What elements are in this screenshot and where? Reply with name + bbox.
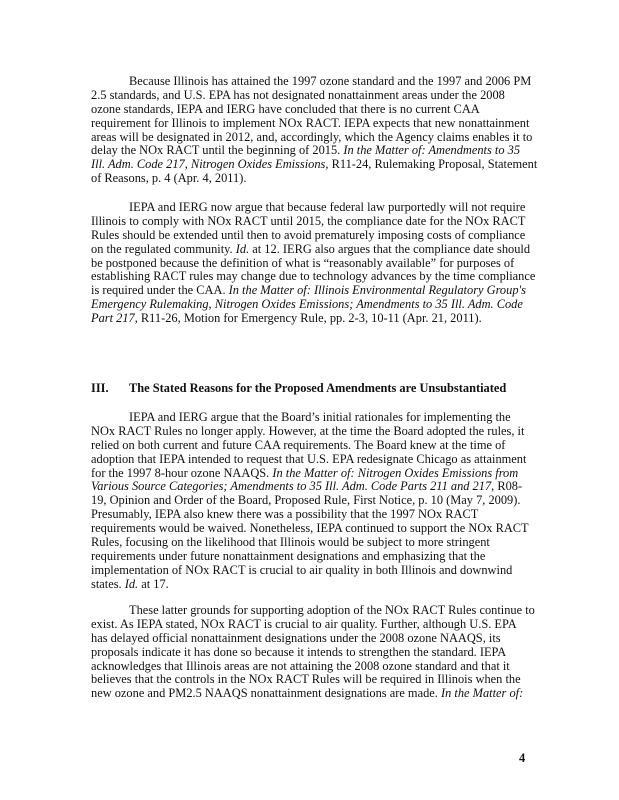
text-line	[91, 144, 541, 158]
body-text: exist. As IEPA stated, NOx RACT is crucial to air quality. Further, although U.S. EPA	[91, 616, 517, 631]
citation-text: Id.	[124, 576, 139, 591]
body-text: Rules, focusing on the likelihood that Illinois would be subject to more stringent	[91, 535, 490, 550]
text-line	[91, 508, 541, 522]
body-text: IEPA and IERG argue that the Board’s initial rationales for implementing the	[129, 410, 511, 424]
body-text: ozone standards, IEPA and IERG have concluded that there is no current CAA	[91, 101, 480, 116]
body-text: has delayed official nonattainment designations under the 2008 ozone NAAQS, its	[91, 630, 501, 645]
body-text: be postponed because the definition of what is “reasonably available” for purposes of	[91, 255, 515, 270]
body-text: relied on both current and future CAA requirements. The Board knew at the time of	[91, 437, 506, 452]
text-line	[91, 632, 541, 646]
body-text: , R11-26, Motion for Emergency Rule, pp. 2-3, 10-11 (Apr. 21, 2011).	[134, 311, 482, 326]
paragraph-4	[91, 604, 541, 701]
text-line	[91, 439, 541, 453]
body-text: is required under the CAA.	[91, 283, 229, 298]
body-text: proposals indicate it has done so because it intends to strengthen the standard. IEPA	[91, 644, 507, 659]
text-line	[91, 270, 541, 284]
citation-text: Id.	[235, 241, 250, 256]
text-line	[91, 660, 541, 674]
text-line	[91, 89, 541, 103]
body-text: 19, Opinion and Order of the Board, Proposed Rule, First Notice, p. 10 (May 7, 2009).	[91, 493, 521, 508]
body-text: states.	[91, 576, 125, 591]
body-text: implementation of NOx RACT is crucial to air quality in both Illinois and downwind	[91, 562, 513, 577]
body-text: 2.5 standards, and U.S. EPA has not designated nonattainment areas under the 2008	[91, 87, 505, 102]
citation-text: In the Matter of: Illinois Environmental Regulatory Group's	[228, 283, 526, 298]
section-number: III.	[91, 381, 109, 395]
text-line	[91, 578, 541, 592]
body-text: at 17.	[138, 576, 169, 591]
citation-text: In the Matter of: Amendments to 35	[343, 143, 521, 158]
text-line	[91, 411, 541, 425]
text-line	[91, 201, 541, 215]
body-text: new ozone and PM2.5 NAAQS nonattainment designations are made.	[91, 686, 441, 701]
body-text: These latter grounds for supporting adoption of the NOx RACT Rules continue to	[129, 603, 535, 617]
body-text: establishing RACT rules may change due to technology advances by the time compliance	[91, 269, 536, 284]
text-line	[91, 453, 541, 467]
body-text: Rules should be extended until then to avoid prematurely imposing costs of compliance	[91, 227, 526, 242]
text-line	[91, 243, 541, 257]
body-text: requirement for Illinois to implement NOx RACT. IEPA expects that new nonattainment	[91, 115, 530, 130]
citation-text: Emergency Rulemaking, Nitrogen Oxides Emissions; Amendments to 35 Ill. Adm. Code	[91, 297, 523, 312]
text-line	[91, 536, 541, 550]
text-line	[91, 284, 541, 298]
body-text: NOx RACT Rules no longer apply. However, at the time the Board adopted the rules, it	[91, 423, 525, 438]
body-text: at 12. IERG also argues that the compliance date should	[249, 241, 531, 256]
text-line	[91, 131, 541, 145]
text-line	[91, 172, 541, 186]
body-text: for the 1997 8-hour ozone NAAQS.	[91, 465, 273, 480]
paragraph-2	[91, 201, 541, 326]
text-line	[91, 604, 541, 618]
text-line	[91, 673, 541, 687]
text-line	[91, 158, 541, 172]
text-line	[91, 75, 541, 89]
text-line	[91, 522, 541, 536]
text-line	[91, 257, 541, 271]
text-line	[91, 564, 541, 578]
body-text: Because Illinois has attained the 1997 ozone standard and the 1997 and 2006 PM	[129, 74, 532, 88]
text-line	[91, 117, 541, 131]
text-line	[91, 550, 541, 564]
body-text: requirements would be waived. Nonetheless, IEPA continued to support the NOx RACT	[91, 521, 529, 536]
body-text: areas will be designated in 2012, and, accordingly, which the Agency claims enables it to	[91, 129, 533, 144]
text-line	[91, 298, 541, 312]
body-text: IEPA and IERG now argue that because federal law purportedly will not require	[129, 200, 526, 214]
citation-text: In the Matter of: Nitrogen Oxides Emissions from	[272, 465, 519, 480]
body-text: adoption that IEPA intended to request that U.S. EPA redesignate Chicago as attainment	[91, 451, 527, 466]
body-text: on the regulated community.	[91, 241, 236, 256]
citation-text: Part 217	[91, 311, 135, 326]
body-text: delay the NOx RACT until the beginning of 2015.	[91, 143, 344, 158]
body-text: believes that the controls in the NOx RACT Rules will be required in Illinois when the	[91, 672, 521, 687]
text-line	[91, 229, 541, 243]
citation-text: Various Source Categories; Amendments to 35 Ill. Adm. Code Parts 211 and 217	[91, 479, 492, 494]
text-line	[91, 467, 541, 481]
body-text: , R08-	[491, 479, 523, 494]
text-line	[91, 618, 541, 632]
text-line	[91, 687, 541, 701]
paragraph-3	[91, 411, 541, 592]
text-line	[91, 215, 541, 229]
body-text: , R11-24, Rulemaking Proposal, Statement	[325, 157, 538, 172]
body-text: acknowledges that Illinois areas are not attaining the 2008 ozone standard and that it	[91, 658, 510, 673]
paragraph-1	[91, 75, 541, 186]
body-text: Presumably, IEPA also knew there was a possibility that the 1997 NOx RACT	[91, 507, 479, 522]
section-title: The Stated Reasons for the Proposed Amendments are Unsubstantiated	[129, 381, 507, 395]
body-text: Illinois to comply with NOx RACT until 2015, the compliance date for the NOx RACT	[91, 213, 526, 228]
text-line	[91, 480, 541, 494]
page-number: 4	[519, 751, 526, 765]
citation-text: In the Matter of:	[440, 686, 524, 701]
text-line	[91, 494, 541, 508]
text-line	[91, 103, 541, 117]
text-line	[91, 312, 541, 326]
text-line	[91, 646, 541, 660]
citation-text: Ill. Adm. Code 217, Nitrogen Oxides Emissions	[91, 157, 326, 172]
body-text: of Reasons, p. 4 (Apr. 4, 2011).	[91, 171, 247, 186]
body-text: requirements under future nonattainment designations and emphasizing that the	[91, 548, 486, 563]
text-line	[91, 425, 541, 439]
